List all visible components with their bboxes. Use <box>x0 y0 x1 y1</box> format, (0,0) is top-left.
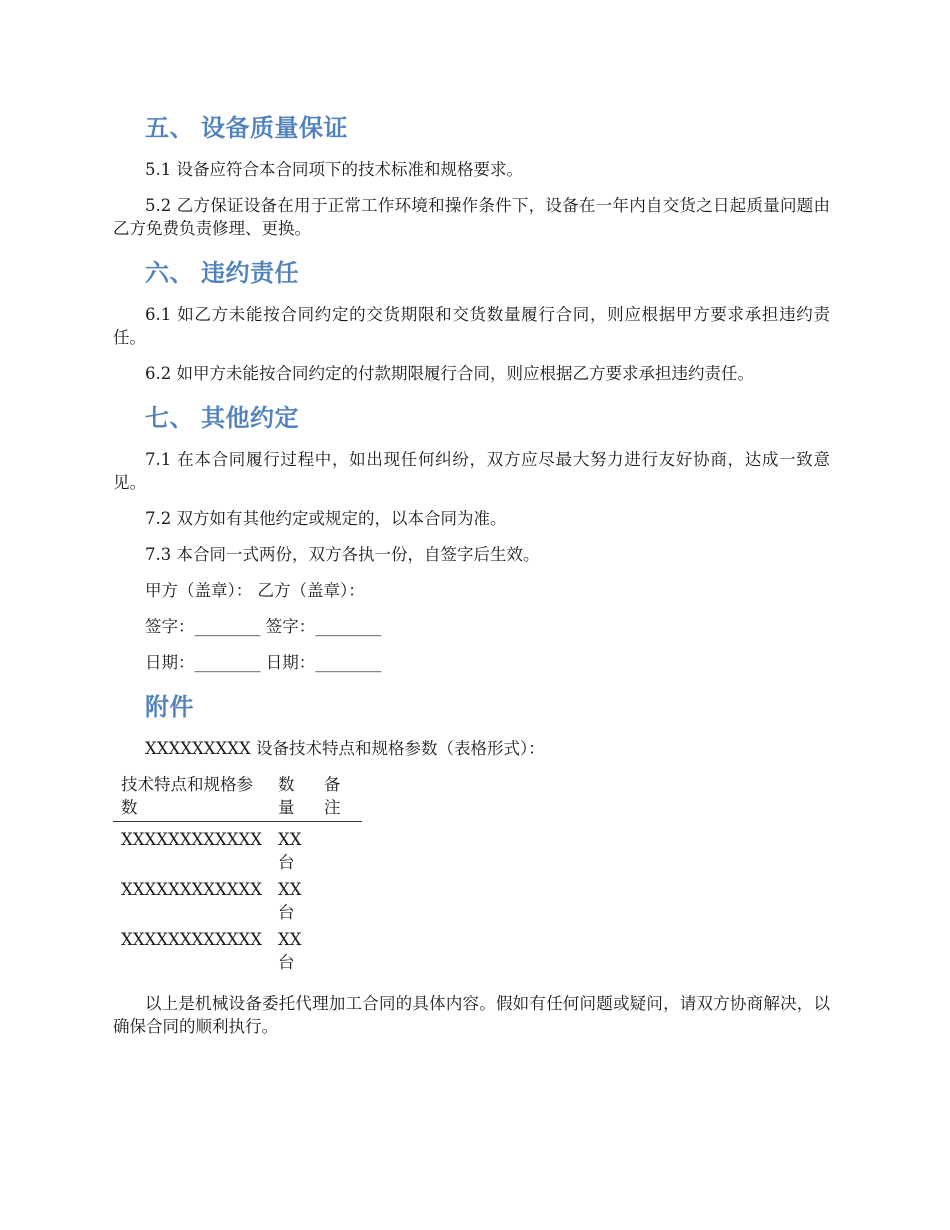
cell-quantity: XX台 <box>277 930 302 972</box>
clause-6-2: 6.2 如甲方未能按合同约定的付款期限履行合同，则应根据乙方要求承担违约责任。 <box>145 364 754 383</box>
cell-spec: XXXXXXXXXXXX <box>121 830 262 849</box>
section-5-heading: 五、 设备质量保证 <box>145 114 348 142</box>
column-header-quantity: 数量 <box>270 773 316 822</box>
clause-6-1: 6.1 如乙方未能按合同约定的交货期限和交货数量履行合同，则应根据甲方要求承担违约责任。 <box>113 305 831 347</box>
clause-7-2: 7.2 双方如有其他约定或规定的，以本合同为准。 <box>145 509 507 528</box>
column-header-spec: 技术特点和规格参数 <box>113 773 270 822</box>
table-row <box>113 926 362 976</box>
clause-7-3: 7.3 本合同一式两份，双方各执一份，自签字后生效。 <box>145 545 540 564</box>
closing-paragraph: 以上是机械设备委托代理加工合同的具体内容。假如有任何问题或疑问，请双方协商解决，以确保合同的顺利执行。 <box>113 994 830 1036</box>
cell-quantity: XX台 <box>277 880 302 922</box>
cell-spec: XXXXXXXXXXXX <box>121 930 262 949</box>
section-7-heading: 七、 其他约定 <box>145 404 299 432</box>
appendix-heading: 附件 <box>145 693 194 721</box>
spec-table-header-row <box>113 773 362 822</box>
cell-quantity: XX台 <box>277 830 302 872</box>
cell-note <box>316 926 362 976</box>
cell-note <box>316 822 362 877</box>
clause-5-2: 5.2 乙方保证设备在用于正常工作环境和操作条件下，设备在一年内自交货之日起质量问题由乙方免费负责修理、更换。 <box>113 196 831 238</box>
section-6-heading: 六、 违约责任 <box>145 259 299 287</box>
signature-sign-line: 签字：________ 签字：________ <box>145 617 382 636</box>
appendix-intro: XXXXXXXXX 设备技术特点和规格参数（表格形式）： <box>145 739 545 758</box>
signature-parties: 甲方（盖章）： 乙方（盖章）： <box>145 581 365 600</box>
column-header-note: 备注 <box>316 773 362 822</box>
signature-date-line: 日期：________ 日期：________ <box>145 653 382 672</box>
clause-7-1: 7.1 在本合同履行过程中，如出现任何纠纷，双方应尽最大努力进行友好协商，达成一致意见。 <box>113 450 831 492</box>
clause-5-1: 5.1 设备应符合本合同项下的技术标准和规格要求。 <box>145 160 523 179</box>
cell-spec: XXXXXXXXXXXX <box>121 880 262 899</box>
cell-note <box>316 876 362 926</box>
table-row <box>113 876 362 926</box>
table-row <box>113 822 362 877</box>
spec-table <box>113 773 362 976</box>
